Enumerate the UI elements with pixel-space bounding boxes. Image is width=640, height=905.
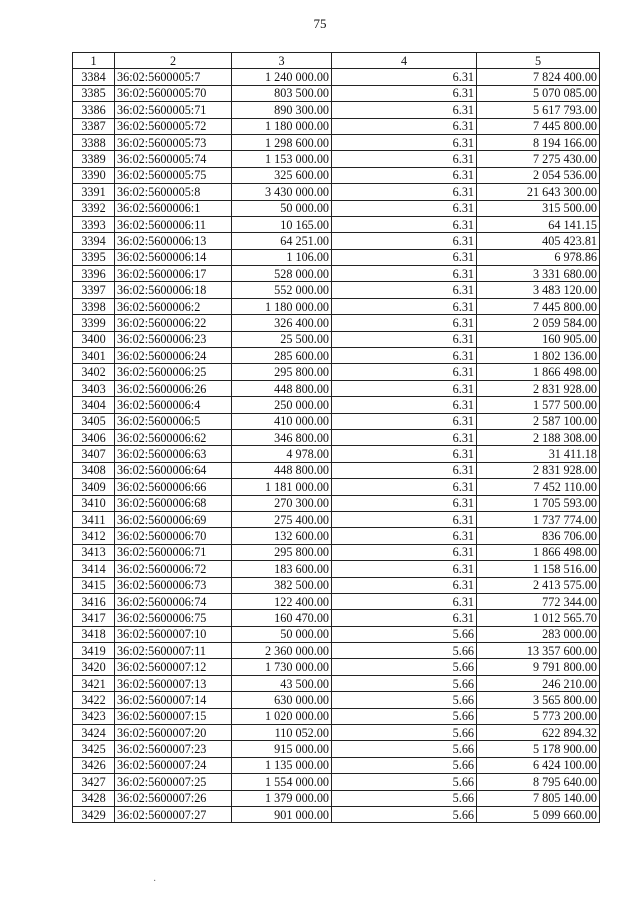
cadastral-number-cell: 36:02:5600006:22 [115,315,232,331]
row-number-cell: 3407 [73,446,115,462]
table-row [73,200,600,216]
table-row [73,692,600,708]
row-number-cell: 3399 [73,315,115,331]
cadastral-number-cell: 36:02:5600006:5 [115,413,232,429]
rate-cell: 6.31 [332,184,477,200]
cadastral-number-cell: 36:02:5600006:2 [115,298,232,314]
row-number-cell: 3400 [73,331,115,347]
rate-cell: 6.31 [332,413,477,429]
value-cell: 183 600.00 [232,561,332,577]
cadastral-number-cell: 36:02:5600006:62 [115,429,232,445]
row-number-cell: 3385 [73,85,115,101]
value-cell: 2 360 000.00 [232,643,332,659]
amount-cell: 1 012 565.70 [477,610,600,626]
row-number-cell: 3387 [73,118,115,134]
value-cell: 1 181 000.00 [232,479,332,495]
table-row [73,626,600,642]
table-row [73,774,600,790]
table-row [73,266,600,282]
amount-cell: 5 178 900.00 [477,741,600,757]
row-number-cell: 3427 [73,774,115,790]
table-row [73,708,600,724]
amount-cell: 5 099 660.00 [477,806,600,822]
amount-cell: 772 344.00 [477,593,600,609]
table-row [73,429,600,445]
rate-cell: 6.31 [332,249,477,265]
table-row [73,134,600,150]
rate-cell: 5.66 [332,626,477,642]
amount-cell: 7 445 800.00 [477,118,600,134]
cadastral-number-cell: 36:02:5600007:14 [115,692,232,708]
rate-cell: 5.66 [332,643,477,659]
table-row [73,315,600,331]
value-cell: 50 000.00 [232,626,332,642]
table-row [73,69,600,85]
value-cell: 1 180 000.00 [232,118,332,134]
amount-cell: 21 643 300.00 [477,184,600,200]
rate-cell: 6.31 [332,364,477,380]
value-cell: 10 165.00 [232,216,332,232]
row-number-cell: 3386 [73,102,115,118]
table-row [73,610,600,626]
value-cell: 901 000.00 [232,806,332,822]
amount-cell: 2 831 928.00 [477,462,600,478]
table-row [73,298,600,314]
row-number-cell: 3405 [73,413,115,429]
rate-cell: 5.66 [332,774,477,790]
column-header: 3 [232,53,332,69]
value-cell: 1 240 000.00 [232,69,332,85]
cadastral-number-cell: 36:02:5600005:8 [115,184,232,200]
rate-cell: 6.31 [332,479,477,495]
cadastral-number-cell: 36:02:5600006:14 [115,249,232,265]
rate-cell: 6.31 [332,233,477,249]
amount-cell: 31 411.18 [477,446,600,462]
cadastral-number-cell: 36:02:5600006:4 [115,397,232,413]
cadastral-number-cell: 36:02:5600006:13 [115,233,232,249]
row-number-cell: 3397 [73,282,115,298]
table-row [73,364,600,380]
value-cell: 346 800.00 [232,429,332,445]
rate-cell: 6.31 [332,69,477,85]
table-row [73,397,600,413]
row-number-cell: 3412 [73,528,115,544]
rate-cell: 6.31 [332,102,477,118]
row-number-cell: 3415 [73,577,115,593]
table-row [73,495,600,511]
amount-cell: 64 141.15 [477,216,600,232]
amount-cell: 5 773 200.00 [477,708,600,724]
cadastral-number-cell: 36:02:5600005:72 [115,118,232,134]
table-row [73,348,600,364]
amount-cell: 5 070 085.00 [477,85,600,101]
amount-cell: 6 424 100.00 [477,757,600,773]
value-cell: 1 379 000.00 [232,790,332,806]
amount-cell: 7 824 400.00 [477,69,600,85]
value-cell: 552 000.00 [232,282,332,298]
value-cell: 410 000.00 [232,413,332,429]
row-number-cell: 3395 [73,249,115,265]
table-row [73,806,600,822]
amount-cell: 1 158 516.00 [477,561,600,577]
value-cell: 295 800.00 [232,364,332,380]
value-cell: 64 251.00 [232,233,332,249]
value-cell: 4 978.00 [232,446,332,462]
amount-cell: 836 706.00 [477,528,600,544]
row-number-cell: 3411 [73,511,115,527]
row-number-cell: 3384 [73,69,115,85]
value-cell: 132 600.00 [232,528,332,544]
table-row [73,643,600,659]
table-row [73,593,600,609]
cadastral-number-cell: 36:02:5600006:71 [115,544,232,560]
rate-cell: 5.66 [332,675,477,691]
amount-cell: 7 275 430.00 [477,151,600,167]
row-number-cell: 3418 [73,626,115,642]
value-cell: 270 300.00 [232,495,332,511]
rate-cell: 6.31 [332,561,477,577]
cadastral-number-cell: 36:02:5600006:18 [115,282,232,298]
scan-speck: · [153,876,157,887]
amount-cell: 2 413 575.00 [477,577,600,593]
value-cell: 326 400.00 [232,315,332,331]
row-number-cell: 3424 [73,725,115,741]
amount-cell: 13 357 600.00 [477,643,600,659]
rate-cell: 6.31 [332,118,477,134]
cadastral-number-cell: 36:02:5600006:24 [115,348,232,364]
row-number-cell: 3402 [73,364,115,380]
amount-cell: 7 445 800.00 [477,298,600,314]
rate-cell: 6.31 [332,167,477,183]
cadastral-number-cell: 36:02:5600007:12 [115,659,232,675]
row-number-cell: 3392 [73,200,115,216]
table-row [73,216,600,232]
rate-cell: 6.31 [332,200,477,216]
row-number-cell: 3419 [73,643,115,659]
cadastral-number-cell: 36:02:5600006:68 [115,495,232,511]
value-cell: 890 300.00 [232,102,332,118]
table-row [73,659,600,675]
row-number-cell: 3408 [73,462,115,478]
table-row [73,102,600,118]
row-number-cell: 3426 [73,757,115,773]
value-cell: 528 000.00 [232,266,332,282]
cadastral-number-cell: 36:02:5600007:13 [115,675,232,691]
table-row [73,151,600,167]
row-number-cell: 3429 [73,806,115,822]
column-header: 1 [73,53,115,69]
amount-cell: 8 795 640.00 [477,774,600,790]
value-cell: 1 153 000.00 [232,151,332,167]
value-cell: 250 000.00 [232,397,332,413]
row-number-cell: 3428 [73,790,115,806]
table-body [73,69,600,823]
amount-cell: 6 978.86 [477,249,600,265]
row-number-cell: 3423 [73,708,115,724]
row-number-cell: 3416 [73,593,115,609]
cadastral-number-cell: 36:02:5600006:1 [115,200,232,216]
row-number-cell: 3396 [73,266,115,282]
row-number-cell: 3413 [73,544,115,560]
value-cell: 160 470.00 [232,610,332,626]
cadastral-number-cell: 36:02:5600007:27 [115,806,232,822]
table-row [73,790,600,806]
amount-cell: 7 805 140.00 [477,790,600,806]
table-row [73,577,600,593]
value-cell: 295 800.00 [232,544,332,560]
table-row [73,675,600,691]
table-row [73,331,600,347]
value-cell: 110 052.00 [232,725,332,741]
row-number-cell: 3391 [73,184,115,200]
amount-cell: 1 705 593.00 [477,495,600,511]
value-cell: 285 600.00 [232,348,332,364]
cadastral-number-cell: 36:02:5600005:75 [115,167,232,183]
rate-cell: 5.66 [332,659,477,675]
table-row [73,233,600,249]
amount-cell: 3 331 680.00 [477,266,600,282]
cadastral-number-cell: 36:02:5600005:70 [115,85,232,101]
rate-cell: 6.31 [332,282,477,298]
cadastral-number-cell: 36:02:5600005:7 [115,69,232,85]
value-cell: 1 554 000.00 [232,774,332,790]
table-row [73,282,600,298]
amount-cell: 2 188 308.00 [477,429,600,445]
cadastral-number-cell: 36:02:5600006:72 [115,561,232,577]
rate-cell: 6.31 [332,610,477,626]
rate-cell: 6.31 [332,446,477,462]
table-row [73,725,600,741]
amount-cell: 8 194 166.00 [477,134,600,150]
amount-cell: 1 577 500.00 [477,397,600,413]
rate-cell: 6.31 [332,544,477,560]
value-cell: 325 600.00 [232,167,332,183]
value-cell: 915 000.00 [232,741,332,757]
row-number-cell: 3410 [73,495,115,511]
value-cell: 1 180 000.00 [232,298,332,314]
rate-cell: 6.31 [332,298,477,314]
amount-cell: 1 802 136.00 [477,348,600,364]
cadastral-number-cell: 36:02:5600006:11 [115,216,232,232]
row-number-cell: 3389 [73,151,115,167]
cadastral-number-cell: 36:02:5600007:10 [115,626,232,642]
rate-cell: 5.66 [332,757,477,773]
amount-cell: 2 054 536.00 [477,167,600,183]
rate-cell: 6.31 [332,315,477,331]
cadastral-number-cell: 36:02:5600006:74 [115,593,232,609]
value-cell: 448 800.00 [232,462,332,478]
cadastral-number-cell: 36:02:5600005:71 [115,102,232,118]
value-cell: 630 000.00 [232,692,332,708]
cadastral-number-cell: 36:02:5600006:66 [115,479,232,495]
rate-cell: 6.31 [332,380,477,396]
row-number-cell: 3421 [73,675,115,691]
rate-cell: 5.66 [332,708,477,724]
cadastral-number-cell: 36:02:5600006:25 [115,364,232,380]
row-number-cell: 3388 [73,134,115,150]
amount-cell: 160 905.00 [477,331,600,347]
row-number-cell: 3414 [73,561,115,577]
cadastral-number-cell: 36:02:5600006:73 [115,577,232,593]
table-row [73,413,600,429]
amount-cell: 1 866 498.00 [477,544,600,560]
rate-cell: 6.31 [332,266,477,282]
table-row [73,561,600,577]
table-row [73,757,600,773]
value-cell: 275 400.00 [232,511,332,527]
table-row [73,741,600,757]
cadastral-number-cell: 36:02:5600005:74 [115,151,232,167]
amount-cell: 2 587 100.00 [477,413,600,429]
row-number-cell: 3394 [73,233,115,249]
amount-cell: 9 791 800.00 [477,659,600,675]
row-number-cell: 3398 [73,298,115,314]
rate-cell: 5.66 [332,692,477,708]
page-number: 75 [313,16,327,31]
row-number-cell: 3404 [73,397,115,413]
rate-cell: 6.31 [332,348,477,364]
rate-cell: 5.66 [332,725,477,741]
cadastral-number-cell: 36:02:5600007:25 [115,774,232,790]
row-number-cell: 3393 [73,216,115,232]
amount-cell: 622 894.32 [477,725,600,741]
rate-cell: 6.31 [332,134,477,150]
amount-cell: 246 210.00 [477,675,600,691]
cadastral-number-cell: 36:02:5600007:23 [115,741,232,757]
value-cell: 43 500.00 [232,675,332,691]
amount-cell: 283 000.00 [477,626,600,642]
value-cell: 1 020 000.00 [232,708,332,724]
row-number-cell: 3403 [73,380,115,396]
amount-cell: 7 452 110.00 [477,479,600,495]
row-number-cell: 3390 [73,167,115,183]
table-row [73,528,600,544]
amount-cell: 3 483 120.00 [477,282,600,298]
amount-cell: 405 423.81 [477,233,600,249]
value-cell: 122 400.00 [232,593,332,609]
rate-cell: 6.31 [332,151,477,167]
column-header: 5 [477,53,600,69]
table-row [73,462,600,478]
cadastral-number-cell: 36:02:5600006:70 [115,528,232,544]
value-cell: 1 106.00 [232,249,332,265]
cadastral-number-cell: 36:02:5600005:73 [115,134,232,150]
value-cell: 382 500.00 [232,577,332,593]
rate-cell: 6.31 [332,528,477,544]
cadastral-number-cell: 36:02:5600006:64 [115,462,232,478]
value-cell: 803 500.00 [232,85,332,101]
amount-cell: 2 831 928.00 [477,380,600,396]
column-header: 4 [332,53,477,69]
rate-cell: 6.31 [332,85,477,101]
cadastral-number-cell: 36:02:5600006:63 [115,446,232,462]
row-number-cell: 3406 [73,429,115,445]
table-row [73,544,600,560]
row-number-cell: 3422 [73,692,115,708]
value-cell: 1 298 600.00 [232,134,332,150]
rate-cell: 6.31 [332,593,477,609]
amount-cell: 1 866 498.00 [477,364,600,380]
table-row [73,380,600,396]
cadastral-number-cell: 36:02:5600006:26 [115,380,232,396]
table-row [73,184,600,200]
rate-cell: 5.66 [332,806,477,822]
cadastral-number-cell: 36:02:5600007:11 [115,643,232,659]
data-table [72,52,600,823]
table-row [73,511,600,527]
rate-cell: 6.31 [332,397,477,413]
value-cell: 25 500.00 [232,331,332,347]
rate-cell: 6.31 [332,495,477,511]
amount-cell: 315 500.00 [477,200,600,216]
value-cell: 3 430 000.00 [232,184,332,200]
cadastral-number-cell: 36:02:5600006:69 [115,511,232,527]
rate-cell: 6.31 [332,429,477,445]
amount-cell: 3 565 800.00 [477,692,600,708]
cadastral-number-cell: 36:02:5600006:17 [115,266,232,282]
rate-cell: 6.31 [332,577,477,593]
row-number-cell: 3425 [73,741,115,757]
rate-cell: 5.66 [332,741,477,757]
rate-cell: 6.31 [332,462,477,478]
cadastral-number-cell: 36:02:5600007:15 [115,708,232,724]
amount-cell: 5 617 793.00 [477,102,600,118]
cadastral-number-cell: 36:02:5600007:24 [115,757,232,773]
amount-cell: 2 059 584.00 [477,315,600,331]
rate-cell: 6.31 [332,331,477,347]
cadastral-number-cell: 36:02:5600007:26 [115,790,232,806]
table-row [73,249,600,265]
rate-cell: 5.66 [332,790,477,806]
column-header: 2 [115,53,232,69]
amount-cell: 1 737 774.00 [477,511,600,527]
row-number-cell: 3420 [73,659,115,675]
rate-cell: 6.31 [332,511,477,527]
value-cell: 1 730 000.00 [232,659,332,675]
value-cell: 50 000.00 [232,200,332,216]
row-number-cell: 3401 [73,348,115,364]
table-header-row [73,53,600,69]
cadastral-number-cell: 36:02:5600006:23 [115,331,232,347]
value-cell: 1 135 000.00 [232,757,332,773]
value-cell: 448 800.00 [232,380,332,396]
table-row [73,118,600,134]
rate-cell: 6.31 [332,216,477,232]
row-number-cell: 3417 [73,610,115,626]
table-row [73,85,600,101]
cadastral-number-cell: 36:02:5600006:75 [115,610,232,626]
table-row [73,479,600,495]
cadastral-number-cell: 36:02:5600007:20 [115,725,232,741]
table-row [73,446,600,462]
row-number-cell: 3409 [73,479,115,495]
table-row [73,167,600,183]
